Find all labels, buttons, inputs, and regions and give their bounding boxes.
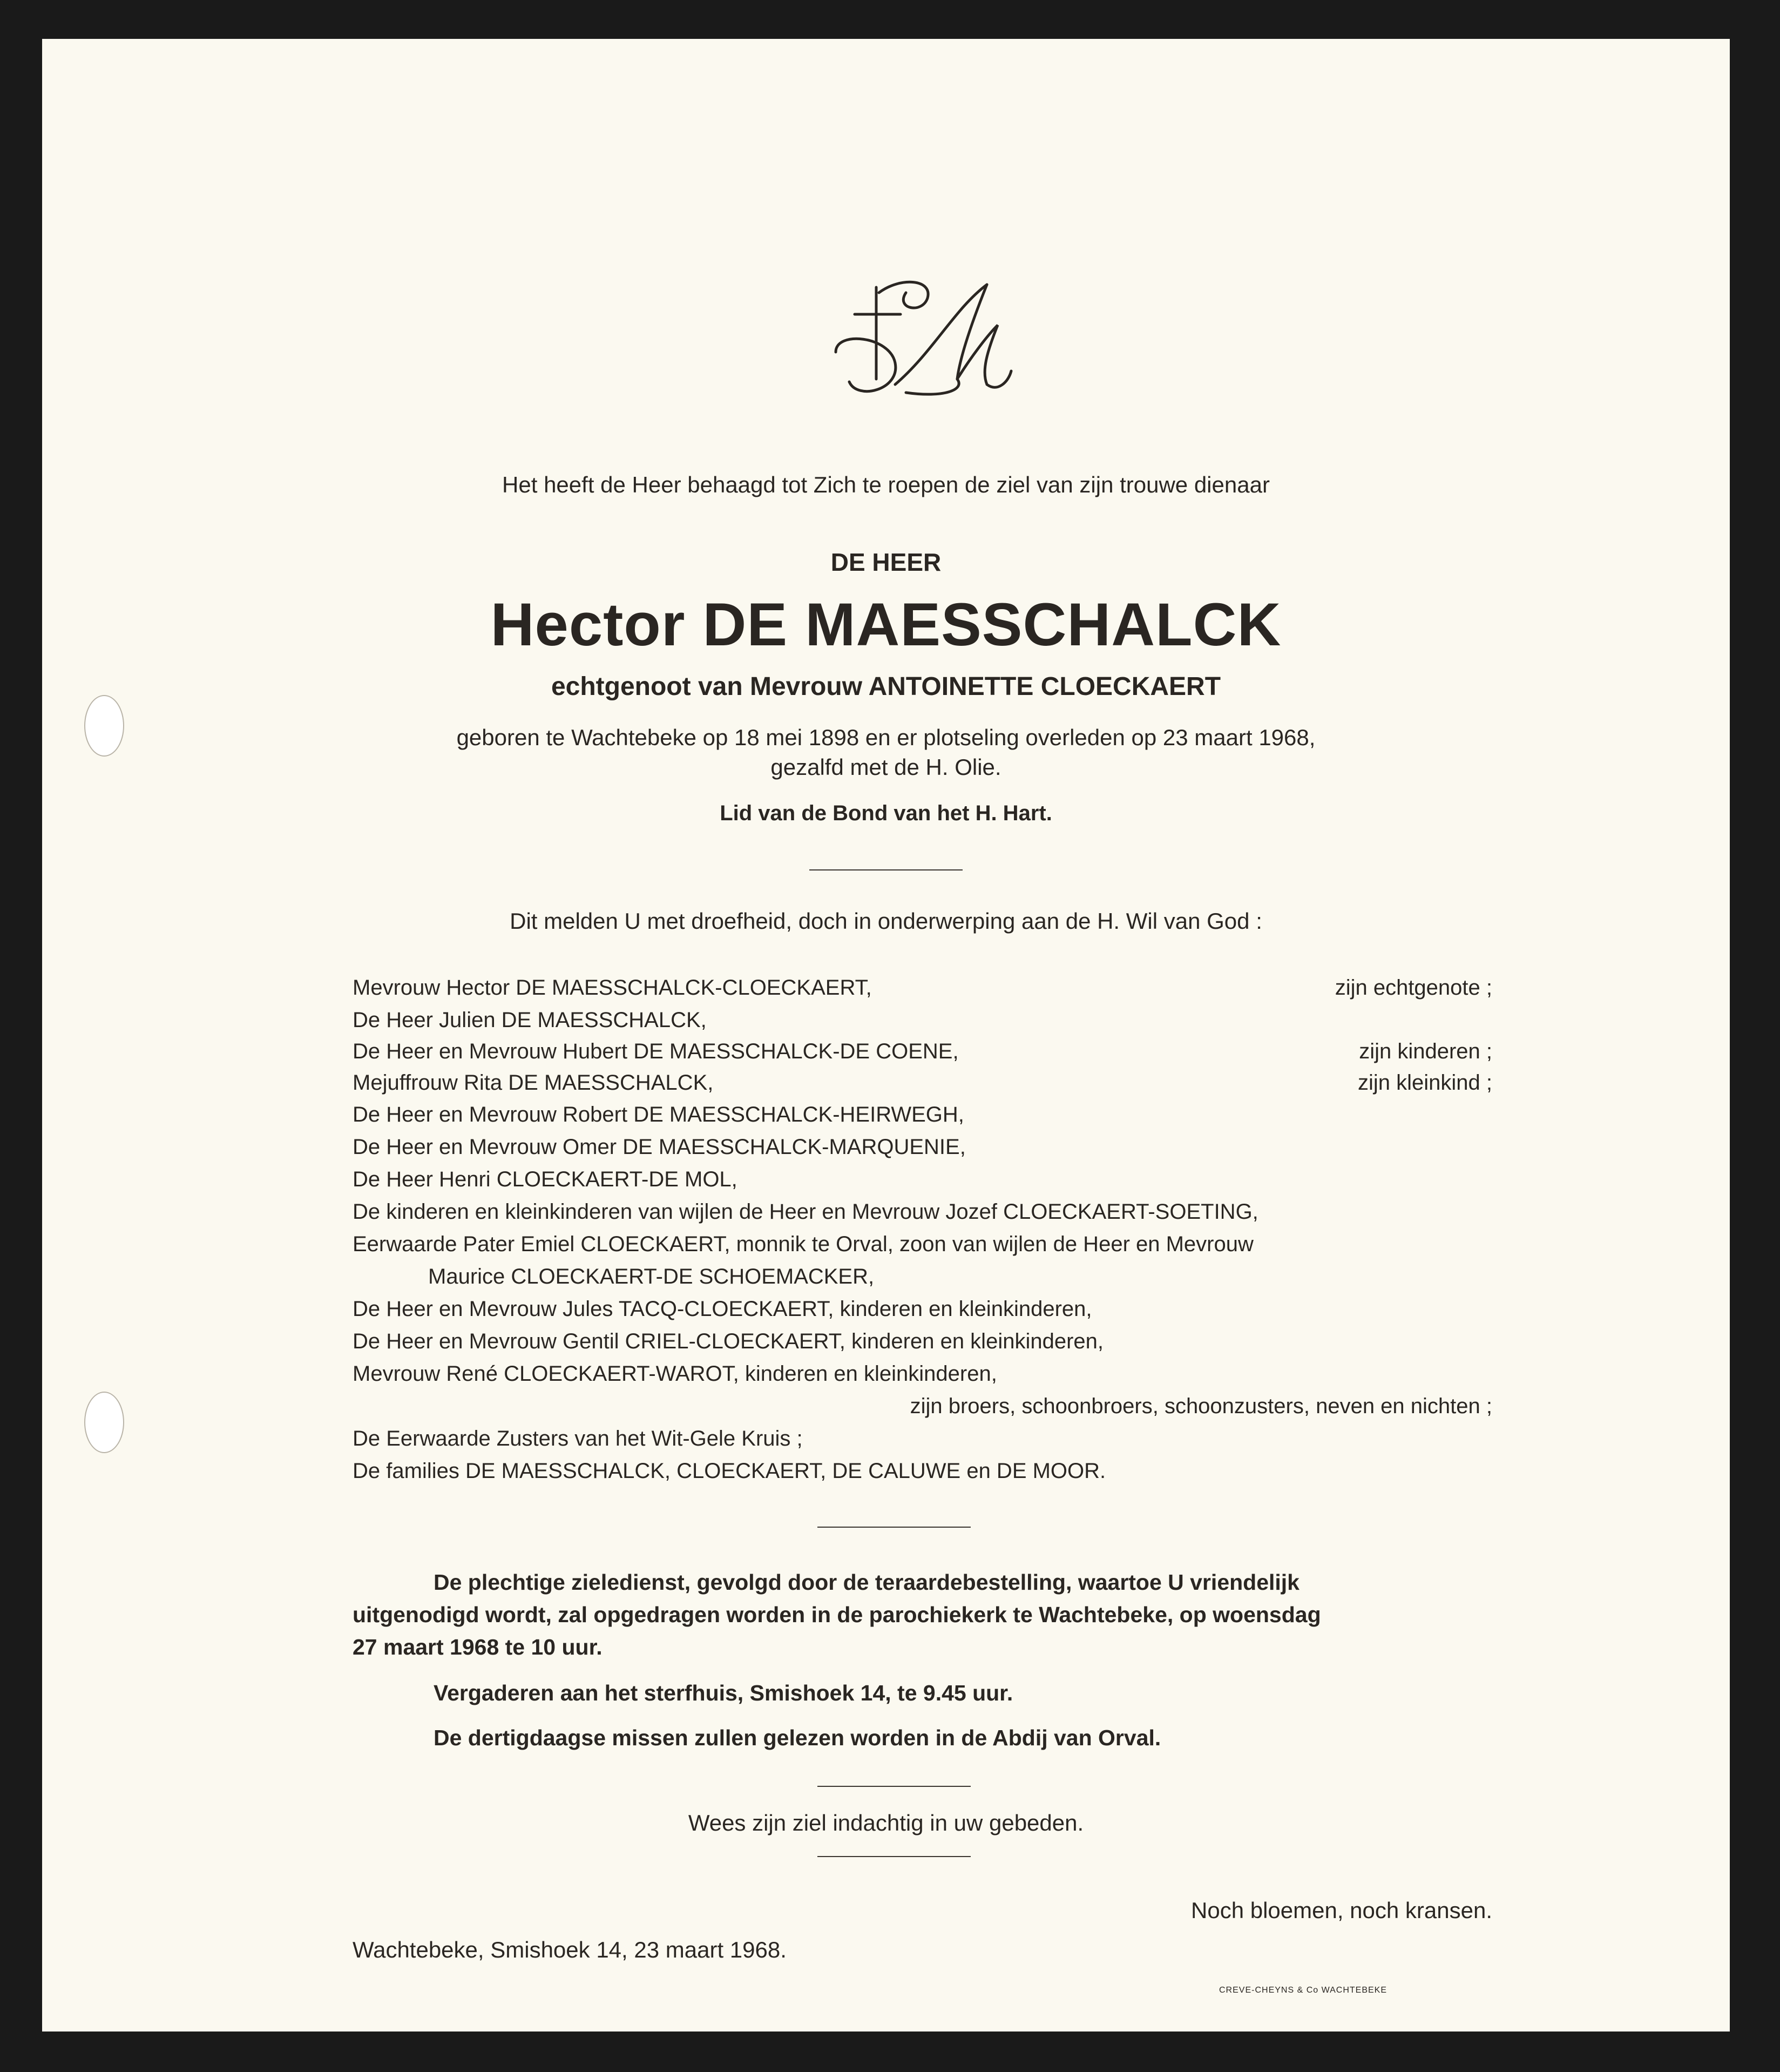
- list-item: De families DE MAESSCHALCK, CLOECKAERT, DE CALUWE en DE MOOR.: [353, 1459, 1106, 1483]
- list-item: De Heer en Mevrouw Jules TACQ-CLOECKAERT, kinderen en kleinkinderen,: [353, 1297, 1092, 1321]
- list-item: De Eerwaarde Zusters van het Wit-Gele Kruis ;: [353, 1427, 803, 1450]
- intro-text: Het heeft de Heer behaagd tot Zich te roepen de ziel van zijn trouwe dienaar: [502, 472, 1270, 497]
- masses-line: De dertigdaagse missen zullen gelezen worden in de Abdij van Orval.: [434, 1725, 1161, 1750]
- service-line: 27 maart 1968 te 10 uur.: [353, 1635, 603, 1659]
- no-flowers-line: Noch bloemen, noch kransen.: [1191, 1898, 1492, 1923]
- service-line: uitgenodigd wordt, zal opgedragen worden in de parochiekerk te Wachtebeke, op woensdag: [353, 1602, 1321, 1627]
- honorific: DE HEER: [830, 548, 942, 576]
- list-item: Mevrouw Hector DE MAESSCHALCK-CLOECKAERT,: [353, 976, 872, 1000]
- list-item: Mejuffrouw Rita DE MAESSCHALCK,: [353, 1071, 714, 1095]
- list-item: De Heer Henri CLOECKAERT-DE MOL,: [353, 1167, 737, 1191]
- service-line: De plechtige zieledienst, gevolgd door de teraardebestelling, waartoe U vriendelijk: [434, 1570, 1300, 1595]
- punch-hole-bottom: [84, 1392, 124, 1453]
- list-item: Mevrouw René CLOECKAERT-WAROT, kinderen en kleinkinderen,: [353, 1362, 997, 1386]
- divider: [817, 1856, 971, 1857]
- anointing-line: gezalfd met de H. Olie.: [770, 754, 1001, 780]
- list-item: Eerwaarde Pater Emiel CLOECKAERT, monnik te Orval, zoon van wijlen de Heer en Mevrouw: [353, 1232, 1254, 1256]
- list-item: De Heer Julien DE MAESSCHALCK,: [353, 1008, 707, 1032]
- list-item: De Heer en Mevrouw Robert DE MAESSCHALCK-HEIRWEGH,: [353, 1103, 964, 1126]
- list-item: Maurice CLOECKAERT-DE SCHOEMACKER,: [428, 1265, 875, 1288]
- list-item-relation: zijn kleinkind ;: [1357, 1071, 1492, 1095]
- divider: [817, 1786, 971, 1787]
- divider: [809, 869, 963, 870]
- spouse-line: echtgenoot van Mevrouw ANTOINETTE CLOECKAERT: [551, 672, 1221, 701]
- list-item: De Heer en Mevrouw Hubert DE MAESSCHALCK-DE COENE,: [353, 1040, 959, 1063]
- gathering-line: Vergaderen aan het sterfhuis, Smishoek 14, te 9.45 uur.: [434, 1680, 1013, 1705]
- birth-death-line: geboren te Wachtebeke op 18 mei 1898 en er plotseling overleden op 23 maart 1968,: [456, 725, 1316, 750]
- printer-mark: CREVE-CHEYNS & Co WACHTEBEKE: [1219, 1986, 1388, 1995]
- cross-monogram-icon: [825, 276, 1019, 406]
- list-item: De kinderen en kleinkinderen van wijlen de Heer en Mevrouw Jozef CLOECKAERT-SOETING,: [353, 1200, 1258, 1224]
- list-item-relation: zijn broers, schoonbroers, schoonzusters, neven en nichten ;: [910, 1394, 1492, 1418]
- prayer-line: Wees zijn ziel indachtig in uw gebeden.: [688, 1810, 1084, 1835]
- membership-line: Lid van de Bond van het H. Hart.: [720, 801, 1052, 825]
- list-item: De Heer en Mevrouw Gentil CRIEL-CLOECKAERT, kinderen en kleinkinderen,: [353, 1329, 1104, 1353]
- list-item-relation: zijn echtgenote ;: [1335, 976, 1492, 1000]
- obituary-card: [42, 39, 1730, 2031]
- place-date: Wachtebeke, Smishoek 14, 23 maart 1968.: [353, 1937, 787, 1962]
- list-item-relation: zijn kinderen ;: [1359, 1040, 1492, 1063]
- divider: [817, 1527, 971, 1528]
- deceased-name: Hector DE MAESSCHALCK: [490, 591, 1282, 658]
- list-item: De Heer en Mevrouw Omer DE MAESSCHALCK-MARQUENIE,: [353, 1135, 966, 1159]
- announcement-text: Dit melden U met droefheid, doch in onderwerping aan de H. Wil van God :: [510, 908, 1262, 934]
